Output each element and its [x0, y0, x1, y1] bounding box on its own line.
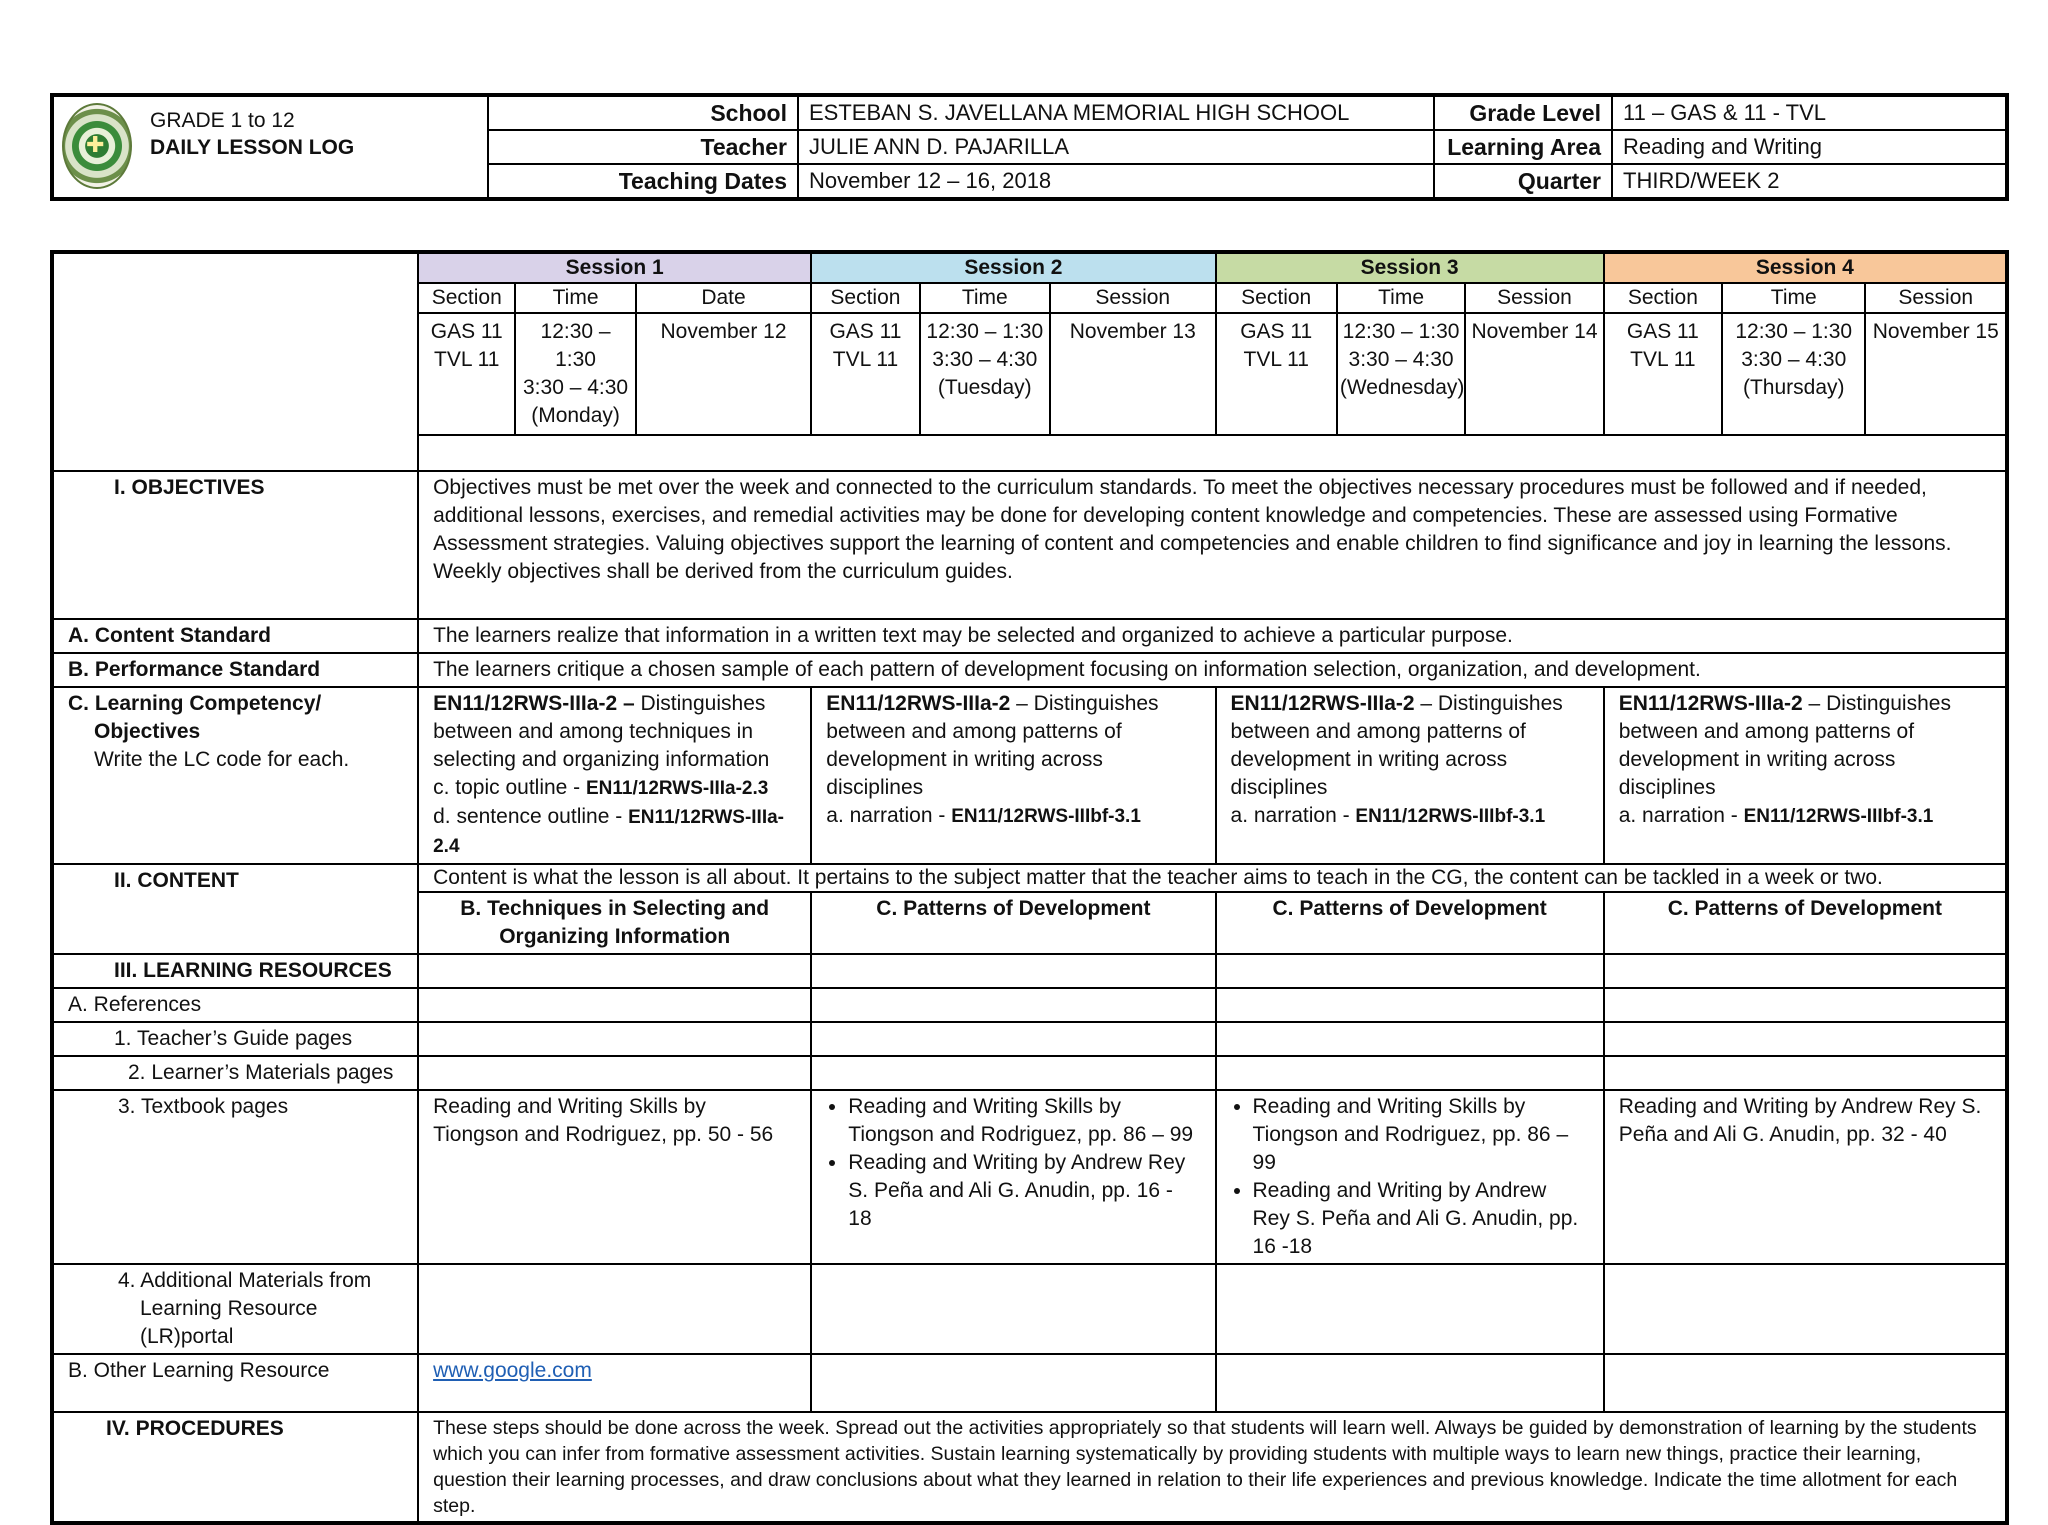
objectives-label: I. OBJECTIVES	[52, 471, 418, 619]
session-1-col-time: Time	[515, 283, 635, 313]
grade-level-value: 11 – GAS & 11 - TVL	[1612, 95, 2007, 130]
learning-area-label: Learning Area	[1434, 130, 1612, 164]
session-3-date: November 14	[1465, 313, 1603, 435]
content-session-4: C. Patterns of Development	[1604, 892, 2007, 954]
procedures-label: IV. PROCEDURES	[52, 1412, 418, 1523]
teaching-dates-value: November 12 – 16, 2018	[798, 164, 1434, 199]
lesson-log-table	[50, 250, 2009, 1525]
daily-lesson-log-title: DAILY LESSON LOG	[150, 136, 355, 159]
competency-session-2: EN11/12RWS-IIIa-2 – Distinguishes between and among patterns of development in writing across disciplines a. narration - EN11/12RWS-IIIbf-3.1	[811, 687, 1215, 864]
references-label: A. References	[52, 988, 418, 1022]
session-4-col-session: Session	[1865, 283, 2007, 313]
school-label: School	[488, 95, 798, 130]
procedures-text: These steps should be done across the week. Spread out the activities appropriately so that students will learn well. Always be guided by demonstration of learning by the students which you can infer from formative assessment activities. Sustain learning systematically by providing students with multiple ways to learn new things, practice their learning, question their learning processes, and draw conclusions about what they learned in relation to their life experiences and previous knowledge. Indicate the time allotment for each step.	[418, 1412, 2007, 1523]
session-2-col-time: Time	[920, 283, 1050, 313]
session-2-date: November 13	[1050, 313, 1216, 435]
objectives-text: Objectives must be met over the week and connected to the curriculum standards. To meet the objectives necessary procedures must be followed and if needed, additional lessons, exercises, and remedial activities may be done for developing content knowledge and competencies. These are assessed using Formative Assessment strategies. Valuing objectives support the learning of content and competencies and enable children to find significance and joy in learning the lessons. Weekly objectives shall be derived from the curriculum guides.	[418, 471, 2007, 619]
session-3-sections: GAS 11 TVL 11	[1216, 313, 1337, 435]
session-2-header: Session 2	[811, 252, 1215, 283]
competency-session-4: EN11/12RWS-IIIa-2 – Distinguishes between and among patterns of development in writing across disciplines a. narration - EN11/12RWS-IIIbf-3.1	[1604, 687, 2007, 864]
logo-cell	[52, 95, 488, 199]
teachers-guide-label: 1. Teacher’s Guide pages	[52, 1022, 418, 1056]
session-4-date: November 15	[1865, 313, 2007, 435]
learners-materials-label: 2. Learner’s Materials pages	[52, 1056, 418, 1090]
session-4-sections: GAS 11 TVL 11	[1604, 313, 1722, 435]
content-session-1: B. Techniques in Selecting and Organizing Information	[418, 892, 811, 954]
textbook-session-4: Reading and Writing by Andrew Rey S. Peña and Ali G. Anudin, pp. 32 - 40	[1604, 1090, 2007, 1264]
other-resource-label: B. Other Learning Resource	[52, 1354, 418, 1412]
session-1-times: 12:30 – 1:30 3:30 – 4:30 (Monday)	[515, 313, 635, 435]
competency-session-3: EN11/12RWS-IIIa-2 – Distinguishes between and among patterns of development in writing across disciplines a. narration - EN11/12RWS-IIIbf-3.1	[1216, 687, 1604, 864]
session-spacer	[418, 435, 2007, 471]
additional-materials-label: 4. Additional Materials from Learning Resource (LR)portal	[52, 1264, 418, 1354]
session-3-header: Session 3	[1216, 252, 1604, 283]
performance-standard-text: The learners critique a chosen sample of each pattern of development focusing on information selection, organization, and development.	[418, 653, 2007, 687]
session-2-col-section: Section	[811, 283, 919, 313]
quarter-value: THIRD/WEEK 2	[1612, 164, 2007, 199]
session-1-date: November 12	[636, 313, 812, 435]
textbook-session-2: • Reading and Writing Skills by Tiongson and Rodriguez, pp. 86 – 99 • Reading and Writing by Andrew Rey S. Peña and Ali G. Anudin, pp. 16 - 18	[811, 1090, 1215, 1264]
grade-level-label: Grade Level	[1434, 95, 1612, 130]
session-2-sections: GAS 11 TVL 11	[811, 313, 919, 435]
session-2-times: 12:30 – 1:30 3:30 – 4:30 (Tuesday)	[920, 313, 1050, 435]
teacher-value: JULIE ANN D. PAJARILLA	[798, 130, 1434, 164]
corner-cell	[52, 252, 418, 471]
textbook-session-1: Reading and Writing Skills by Tiongson and Rodriguez, pp. 50 - 56	[418, 1090, 811, 1264]
session-3-times: 12:30 – 1:30 3:30 – 4:30 (Wednesday)	[1337, 313, 1465, 435]
content-description: Content is what the lesson is all about. It pertains to the subject matter that the teacher aims to teach in the CG, the content can be tackled in a week or two.	[418, 864, 2007, 892]
other-resource-session-1	[418, 1354, 811, 1412]
session-4-col-section: Section	[1604, 283, 1722, 313]
session-4-header: Session 4	[1604, 252, 2007, 283]
performance-standard-label: B. Performance Standard	[52, 653, 418, 687]
session-1-header: Session 1	[418, 252, 811, 283]
google-link[interactable]: www.google.com	[433, 1359, 592, 1382]
quarter-label: Quarter	[1434, 164, 1612, 199]
session-4-times: 12:30 – 1:30 3:30 – 4:30 (Thursday)	[1722, 313, 1865, 435]
content-standard-text: The learners realize that information in a written text may be selected and organized to achieve a particular purpose.	[418, 619, 2007, 653]
teaching-dates-label: Teaching Dates	[488, 164, 798, 199]
competency-session-1: EN11/12RWS-IIIa-2 – Distinguishes between and among techniques in selecting and organizing information c. topic outline - EN11/12RWS-IIIa-2.3 d. sentence outline - EN11/12RWS-IIIa-2.4	[418, 687, 811, 864]
session-1-col-section: Section	[418, 283, 515, 313]
session-3-col-section: Section	[1216, 283, 1337, 313]
school-value: ESTEBAN S. JAVELLANA MEMORIAL HIGH SCHOOL	[798, 95, 1434, 130]
content-standard-label: A. Content Standard	[52, 619, 418, 653]
content-session-3: C. Patterns of Development	[1216, 892, 1604, 954]
textbook-session-3: • Reading and Writing Skills by Tiongson and Rodriguez, pp. 86 – 99 • Reading and Writing by Andrew Rey S. Peña and Ali G. Anudin, pp. 16 -18	[1216, 1090, 1604, 1264]
learning-competency-label: C. Learning Competency/ Objectives Write the LC code for each.	[52, 687, 418, 864]
session-4-col-time: Time	[1722, 283, 1865, 313]
content-label: II. CONTENT	[52, 864, 418, 954]
school-seal-icon	[62, 103, 132, 189]
session-2-col-session: Session	[1050, 283, 1216, 313]
session-1-sections: GAS 11 TVL 11	[418, 313, 515, 435]
teacher-label: Teacher	[488, 130, 798, 164]
textbook-pages-label: 3. Textbook pages	[52, 1090, 418, 1264]
learning-resources-label: III. LEARNING RESOURCES	[52, 954, 418, 988]
session-3-col-time: Time	[1337, 283, 1465, 313]
session-3-col-session: Session	[1465, 283, 1603, 313]
lesson-log-header	[50, 93, 2009, 201]
grade-range-title: GRADE 1 to 12	[150, 109, 295, 132]
learning-area-value: Reading and Writing	[1612, 130, 2007, 164]
content-session-2: C. Patterns of Development	[811, 892, 1215, 954]
session-1-col-date: Date	[636, 283, 812, 313]
